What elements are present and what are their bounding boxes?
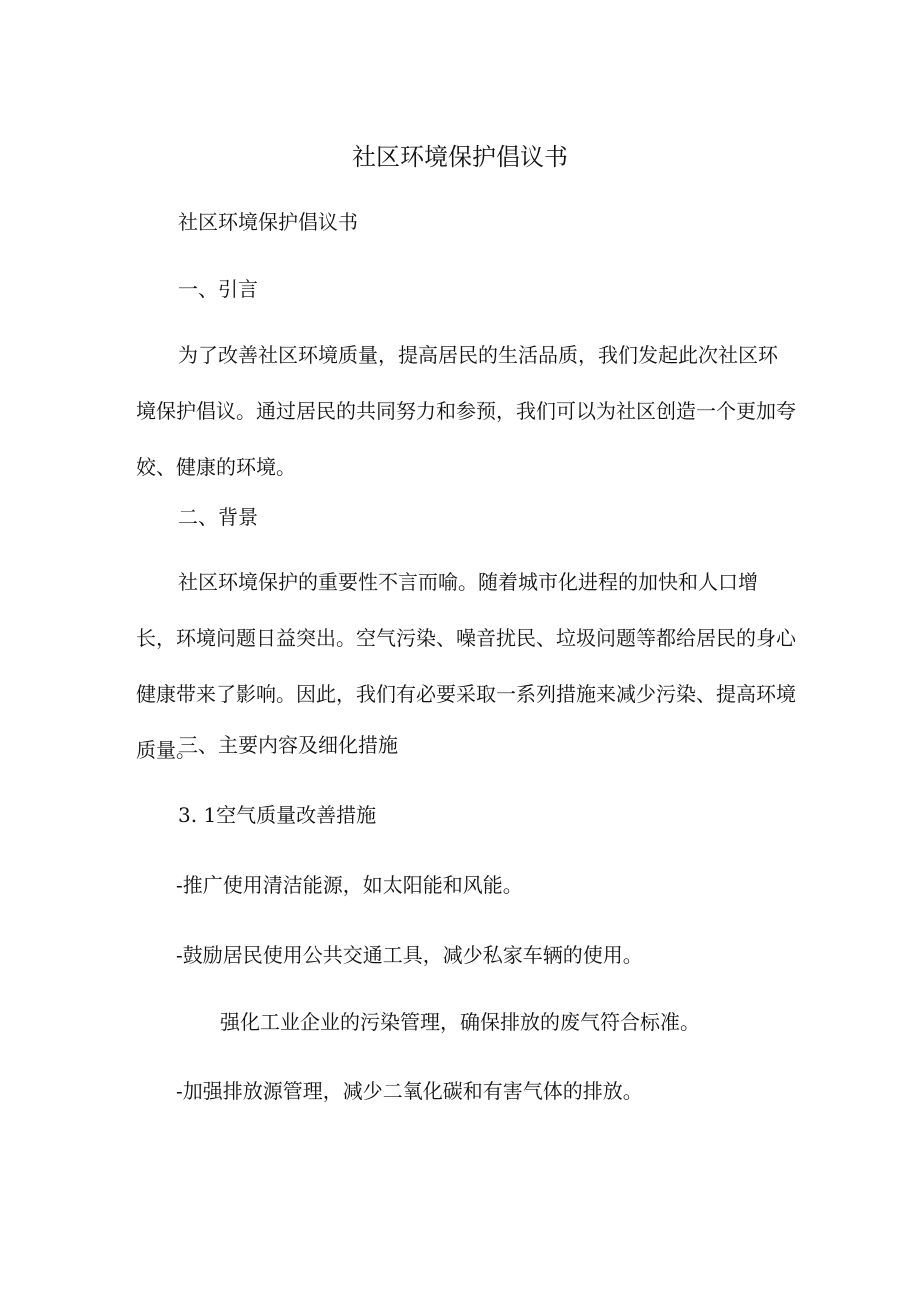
list-item: -加强排放源管理，减少二氧化碳和有害气体的排放。 (176, 1079, 643, 1103)
document-title: 社区环境保护倡议书 (352, 143, 568, 171)
section-heading-background: 二、背景 (178, 505, 258, 529)
paragraph-background: 社区环境保护的重要性不言而喻。随着城市化进程的加快和人口增长，环境问题日益突出。空气污染、噪音扰民、垃圾问题等都给居民的身心健康带来了影响。因此，我们有必要采取一系列措施来减少污染、提高环境质量。 (136, 570, 796, 762)
subsection-heading-air: 3. 1空气质量改善措施 (178, 803, 377, 827)
list-item: 强化工业企业的污染管理，确保排放的废气符合标准。 (220, 1010, 700, 1034)
section-heading-intro: 一、引言 (178, 277, 258, 301)
section-heading-main: 三、主要内容及细化措施 (178, 733, 398, 757)
list-item: -推广使用清洁能源，如太阳能和风能。 (176, 873, 523, 897)
list-item: -鼓励居民使用公共交通工具，减少私家车辆的使用。 (176, 943, 643, 967)
document-subtitle: 社区环境保护倡议书 (178, 210, 358, 234)
paragraph-intro: 为了改善社区环境质量，提高居民的生活品质，我们发起此次社区环境保护倡议。通过居民的共同努力和参预，我们可以为社区创造一个更加夸姣、健康的环境。 (136, 343, 796, 479)
